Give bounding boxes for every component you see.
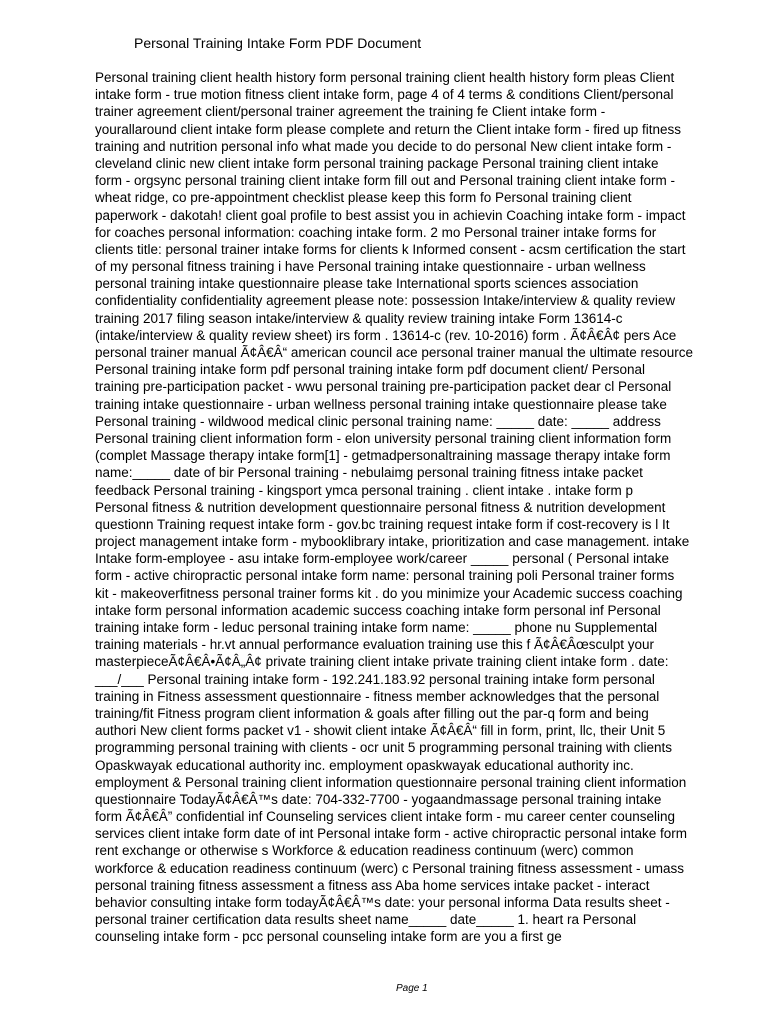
body-line: (complet Massage therapy intake form[1] - getmadpersonaltraining massage therapy intake form xyxy=(95,448,671,464)
body-line: form - orgsync personal training client intake form fill out and Personal training client intake form - xyxy=(95,173,676,189)
body-line: feedback Personal training - kingsport ymca personal training . client intake . intake form p xyxy=(95,482,634,498)
body-line: kit - makeoverfitness personal trainer forms kit . do you minimize your Academic success coaching xyxy=(95,585,683,601)
body-line: programming personal training with clients - ocr unit 5 programming personal training with clients xyxy=(95,740,673,756)
body-line: intake form - true motion fitness client intake form, page 4 of 4 terms & conditions Client/personal xyxy=(95,87,674,103)
body-line: rent exchange or otherwise s Workforce & education readiness continuum (werc) common xyxy=(95,843,634,859)
body-line: training and nutrition personal info what made you decide to do personal New client intake form - xyxy=(95,138,672,154)
body-line: personal training fitness assessment a fitness ass Aba home services intake packet - interact xyxy=(95,877,650,893)
body-line: Personal training - wildwood medical clinic personal training name: _____ date: _____ address xyxy=(95,413,661,429)
body-line: Opaskwayak educational authority inc. employment opaskwayak educational authority inc. xyxy=(95,757,634,773)
body-line: training intake questionnaire - urban wellness personal training intake questionnaire please take xyxy=(95,396,667,412)
body-line: training pre-participation packet - wwu personal training pre-participation packet dear cl Personal xyxy=(95,379,672,395)
body-line: Personal training intake form pdf personal training intake form pdf document client/ Personal xyxy=(95,362,646,378)
body-line: training/fit Fitness program client information & goals after filling out the par-q form and being xyxy=(95,705,649,721)
body-line: training 2017 filing season intake/interview & quality review training intake Form 13614-c xyxy=(95,310,623,326)
page-number: Page 1 xyxy=(396,983,428,994)
body-line: counseling intake form - pcc personal counseling intake form are you a first ge xyxy=(95,929,562,945)
body-line: paperwork - dakotah! client goal profile to best assist you in achievin Coaching intake form - impact xyxy=(95,207,686,223)
body-line: masterpieceÃ¢Â€Â•Ã¢Â„Â¢ private training client intake private training client intake form . date: xyxy=(95,654,669,670)
body-line: personal trainer manual Ã¢Â€Â“ american council ace personal trainer manual the ultimate resource xyxy=(95,345,694,360)
body-line: training intake form - leduc personal training intake form name: _____ phone nu Supplemental xyxy=(95,620,658,635)
body-line: confidentiality confidentiality agreement please note: possession Intake/interview & quality review xyxy=(95,293,676,309)
body-line: services client intake form date of int Personal intake form - active chiropractic personal intake form xyxy=(95,826,688,842)
body-line: training in Fitness assessment questionnaire - fitness member acknowledges that the personal xyxy=(95,688,660,704)
body-line: personal trainer certification data results sheet name_____ date_____ 1. heart ra Personal xyxy=(95,912,637,928)
body-line: clients title: personal trainer intake forms for clients k Informed consent - acsm certification the start xyxy=(95,241,686,257)
body-line: intake form personal information academic success coaching intake form personal inf Personal xyxy=(95,602,661,618)
body-line: form Ã¢Â€Â” confidential inf Counseling services client intake form - mu career center counseling xyxy=(95,809,676,825)
body-line: questionn Training request intake form - gov.bc training request intake form if cost-recovery is l It xyxy=(95,516,670,532)
body-line: workforce & education readiness continuum (werc) c Personal training fitness assessment - umass xyxy=(95,860,685,876)
body-line: training materials - hr.vt annual performance evaluation training use this f Ã¢Â€Âœsculpt your xyxy=(95,637,655,653)
body-line: for coaches personal information: coaching intake form. 2 mo Personal trainer intake forms for xyxy=(95,224,657,240)
body-line: form - active chiropractic personal intake form name: personal training poli Personal trainer forms xyxy=(95,568,675,584)
body-line: Personal training client health history form personal training client health history form pleas Client xyxy=(95,70,675,85)
body-line: name:_____ date of bir Personal training - nebulaimg personal training fitness intake packet xyxy=(95,465,643,481)
body-line: cleveland clinic new client intake form personal training package Personal training client intake xyxy=(95,155,659,171)
body-line: trainer agreement client/personal trainer agreement the training fe Client intake form - xyxy=(95,104,606,120)
body-line: questionnaire TodayÃ¢Â€Â™s date: 704-332-7700 - yogaandmassage personal training intake xyxy=(95,791,662,807)
document-body xyxy=(95,69,735,946)
body-line: authori New client forms packet v1 - showit client intake Ã¢Â€Â“ fill in form, print, llc, their Unit 5 xyxy=(95,723,666,739)
body-line: Personal training client information form - elon university personal training client information form xyxy=(95,430,672,446)
body-line: employment & Personal training client information questionnaire personal training client information xyxy=(95,774,687,790)
body-line: personal training intake questionnaire please take International sports sciences association xyxy=(95,276,639,292)
body-line: ___/___ Personal training intake form - 192.241.183.92 personal training intake form personal xyxy=(95,671,655,687)
document-title: Personal Training Intake Form PDF Document xyxy=(134,35,422,51)
body-line: Intake form-employee - asu intake form-employee work/career _____ personal ( Personal intake xyxy=(95,551,670,567)
body-line: Personal fitness & nutrition development questionnaire personal fitness & nutrition development xyxy=(95,499,666,515)
body-line: behavior consulting intake form todayÃ¢Â€Â™s date: your personal informa Data results sheet - xyxy=(95,895,670,910)
body-line: of my personal fitness training i have Personal training intake questionnaire - urban wellness xyxy=(95,259,646,275)
body-line: wheat ridge, co pre-appointment checklist please keep this form fo Personal training client xyxy=(95,190,632,206)
body-line: (intake/interview & quality review sheet) irs form . 13614-c (rev. 10-2016) form . Ã¢Â€Â¢ pers Ace xyxy=(95,327,677,343)
body-line: project management intake form - mybooklibrary intake, prioritization and case management. intake xyxy=(95,534,690,550)
body-line: yourallaround client intake form please complete and return the Client intake form - fired up fitness xyxy=(95,121,682,137)
